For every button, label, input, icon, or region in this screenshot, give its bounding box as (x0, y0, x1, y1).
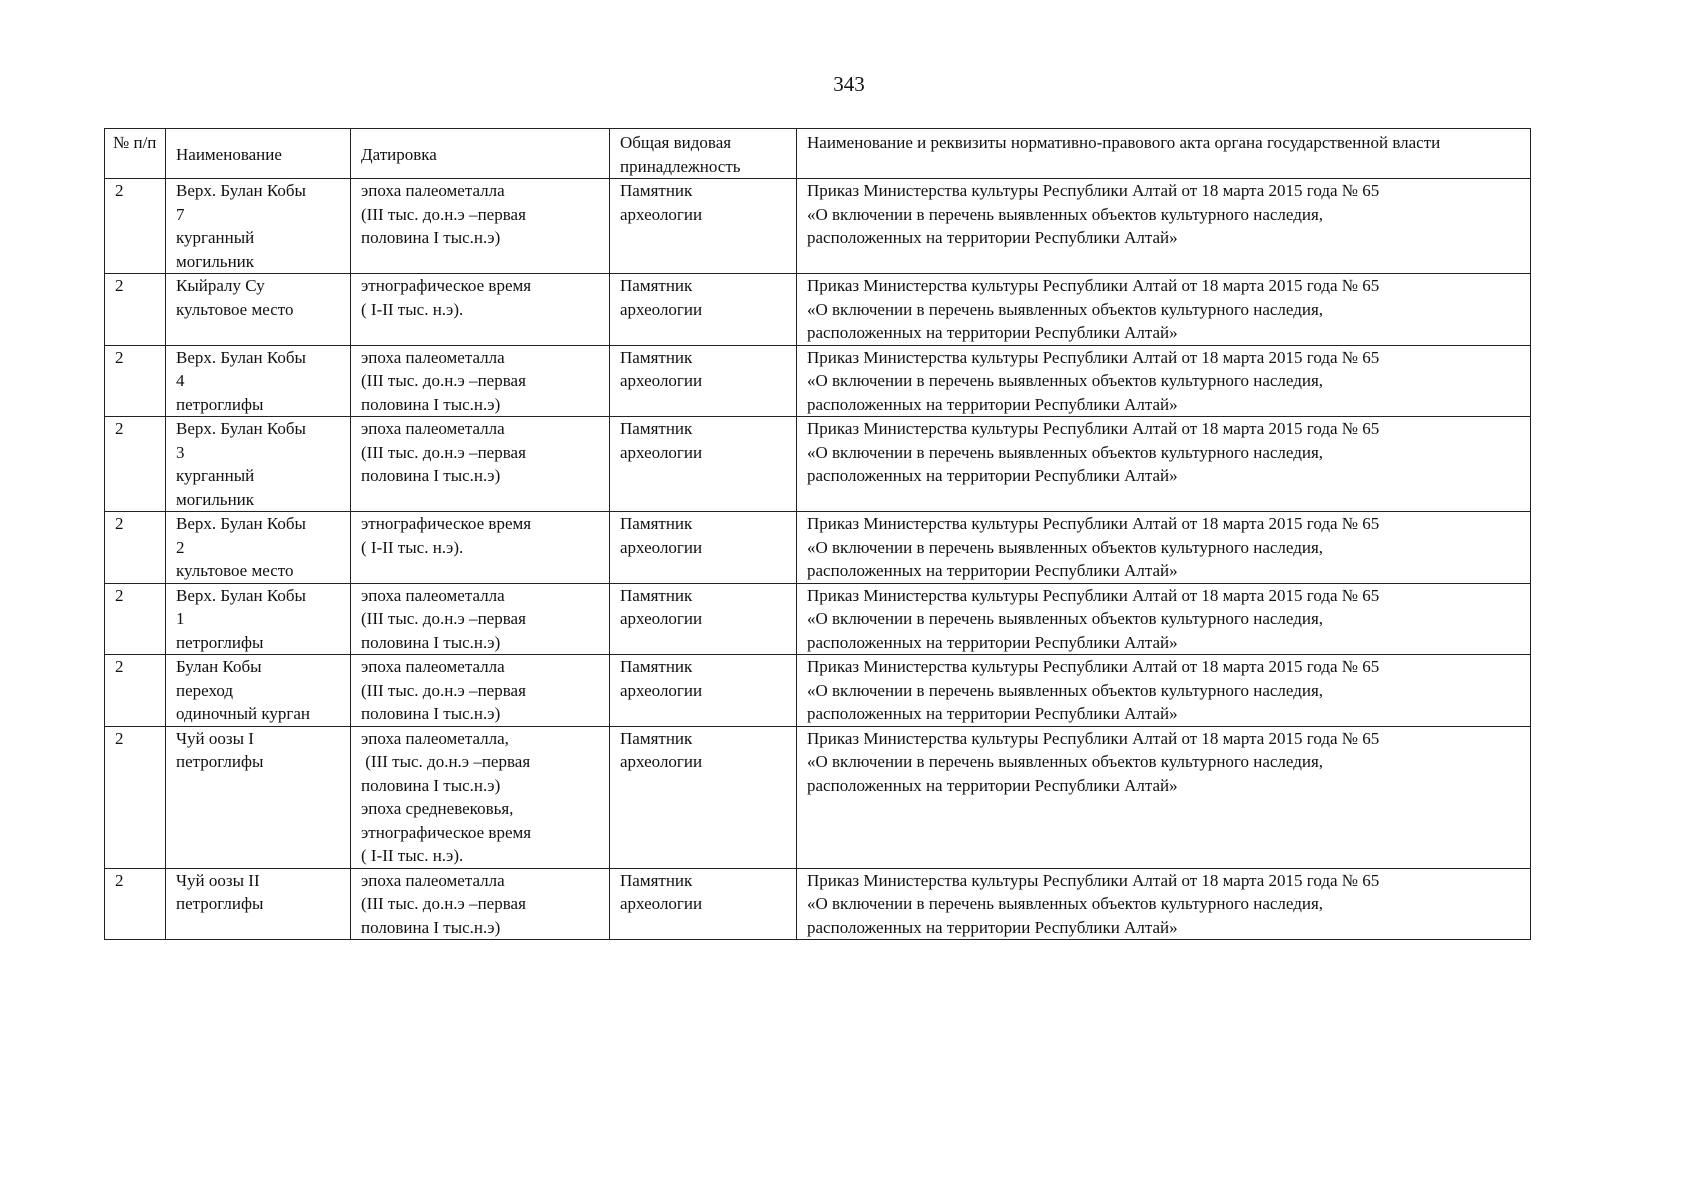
cell-text-line: археологии (620, 537, 703, 557)
cell-text-line: (III тыс. до.н.э –первая (361, 609, 526, 628)
cell-number (105, 583, 166, 655)
cell-text-line: 2 (115, 870, 124, 890)
table-row (105, 179, 1531, 274)
cell-type (610, 345, 797, 417)
cell-dating (351, 512, 610, 584)
cell-text-line: «О включении в перечень выявленных объектов культурного наследия, (807, 537, 1324, 557)
table-body (105, 179, 1531, 940)
cell-text-line: расположенных на территории Республики Алтай» (807, 775, 1178, 795)
cell-text-line: Верх. Булан Кобы (176, 419, 306, 438)
cell-text-line: эпоха палеометалла (361, 657, 505, 676)
table-row (105, 417, 1531, 512)
cell-number (105, 345, 166, 417)
cell-type (610, 726, 797, 868)
cell-name (166, 868, 351, 940)
cell-name (166, 345, 351, 417)
cell-text-line: 2 (115, 514, 124, 533)
cell-text-line: половина I тыс.н.э) (361, 632, 501, 652)
cell-text-line: расположенных на территории Республики Алтай» (807, 466, 1178, 485)
cell-name (166, 583, 351, 655)
cell-text-line: (III тыс. до.н.э –первая (361, 442, 526, 462)
cell-act (797, 726, 1531, 868)
cell-text-line: «О включении в перечень выявленных объектов культурного наследия, (807, 609, 1324, 628)
cell-type (610, 417, 797, 512)
cell-text-line: половина I тыс.н.э) (361, 917, 501, 937)
cell-act (797, 417, 1531, 512)
table-row (105, 583, 1531, 655)
cell-name (166, 512, 351, 584)
cell-name (166, 655, 351, 727)
cell-text-line: эпоха средневековья, (361, 799, 514, 818)
table-row (105, 274, 1531, 346)
table-row (105, 512, 1531, 584)
cell-text-line: курганный (176, 466, 255, 485)
cell-dating (351, 179, 610, 274)
cell-act (797, 868, 1531, 940)
cell-text-line: Приказ Министерства культуры Республики Алтай от 18 марта 2015 года № 65 (807, 276, 1380, 295)
cell-type (610, 274, 797, 346)
cell-text-line: археологии (620, 609, 703, 628)
cell-type (610, 655, 797, 727)
cell-text-line: 2 (115, 728, 124, 748)
cell-text-line: половина I тыс.н.э) (361, 394, 501, 414)
table-row (105, 868, 1531, 940)
table-header-row (105, 129, 1531, 179)
header-dating: Датировка (351, 129, 610, 179)
cell-text-line: «О включении в перечень выявленных объектов культурного наследия, (807, 680, 1324, 700)
cell-text-line: Верх. Булан Кобы (176, 514, 306, 533)
cell-act (797, 179, 1531, 274)
cell-text-line: половина I тыс.н.э) (361, 704, 501, 723)
cell-text-line: (III тыс. до.н.э –первая (361, 371, 526, 390)
cell-text-line: «О включении в перечень выявленных объектов культурного наследия, (807, 371, 1324, 390)
cell-number (105, 274, 166, 346)
cell-text-line: 2 (115, 585, 124, 605)
cell-text-line: петроглифы (176, 752, 264, 771)
cell-number (105, 868, 166, 940)
cell-text-line: 3 (176, 442, 185, 462)
cell-text-line: археологии (620, 204, 703, 224)
cell-text-line: (III тыс. до.н.э –первая (361, 204, 526, 224)
cell-act (797, 345, 1531, 417)
cell-text-line: половина I тыс.н.э) (361, 775, 501, 795)
cell-text-line: ( I-II тыс. н.э). (361, 846, 464, 865)
cell-text-line: Чуй оозы II (176, 870, 260, 890)
cell-text-line: расположенных на территории Республики Алтай» (807, 323, 1178, 342)
cell-text-line: эпоха палеометалла (361, 870, 505, 890)
cell-number (105, 179, 166, 274)
cell-text-line: эпоха палеометалла, (361, 728, 509, 748)
cell-text-line: половина I тыс.н.э) (361, 466, 501, 485)
cell-text-line: археологии (620, 442, 703, 462)
cell-text-line: 2 (176, 537, 185, 557)
cell-text-line: эпоха палеометалла (361, 181, 505, 200)
cell-text-line: культовое место (176, 561, 294, 580)
header-name: Наименование (166, 129, 351, 179)
cell-text-line: расположенных на территории Республики Алтай» (807, 228, 1178, 247)
heritage-objects-table (104, 128, 1531, 940)
cell-text-line: Приказ Министерства культуры Республики Алтай от 18 марта 2015 года № 65 (807, 181, 1380, 200)
cell-type (610, 868, 797, 940)
cell-text-line: петроглифы (176, 394, 264, 414)
cell-text-line: Памятник (620, 347, 693, 367)
cell-name (166, 274, 351, 346)
cell-type (610, 512, 797, 584)
cell-text-line: «О включении в перечень выявленных объектов культурного наследия, (807, 894, 1324, 913)
cell-text-line: Приказ Министерства культуры Республики Алтай от 18 марта 2015 года № 65 (807, 728, 1380, 748)
cell-text-line: одиночный курган (176, 704, 310, 723)
cell-text-line: Приказ Министерства культуры Республики Алтай от 18 марта 2015 года № 65 (807, 347, 1380, 367)
cell-text-line: Приказ Министерства культуры Республики Алтай от 18 марта 2015 года № 65 (807, 419, 1380, 438)
cell-text-line: 2 (115, 347, 124, 367)
cell-name (166, 179, 351, 274)
cell-number (105, 512, 166, 584)
cell-text-line: Чуй оозы I (176, 728, 254, 748)
cell-text-line: 2 (115, 657, 124, 676)
cell-number (105, 417, 166, 512)
cell-text-line: археологии (620, 894, 703, 913)
cell-text-line: Приказ Министерства культуры Республики Алтай от 18 марта 2015 года № 65 (807, 657, 1380, 676)
cell-text-line: «О включении в перечень выявленных объектов культурного наследия, (807, 299, 1324, 319)
cell-text-line: культовое место (176, 299, 294, 319)
cell-text-line: Памятник (620, 657, 693, 676)
cell-name (166, 726, 351, 868)
cell-text-line: 2 (115, 276, 124, 295)
cell-text-line: Памятник (620, 514, 693, 533)
cell-dating (351, 345, 610, 417)
cell-text-line: расположенных на территории Республики Алтай» (807, 704, 1178, 723)
cell-number (105, 726, 166, 868)
cell-text-line: Приказ Министерства культуры Республики Алтай от 18 марта 2015 года № 65 (807, 585, 1380, 605)
cell-text-line: эпоха палеометалла (361, 347, 505, 367)
cell-text-line: «О включении в перечень выявленных объектов культурного наследия, (807, 442, 1324, 462)
cell-dating (351, 274, 610, 346)
cell-text-line: 2 (115, 181, 124, 200)
cell-text-line: Верх. Булан Кобы (176, 181, 306, 200)
cell-type (610, 583, 797, 655)
table-row (105, 345, 1531, 417)
cell-text-line: Верх. Булан Кобы (176, 347, 306, 367)
cell-act (797, 274, 1531, 346)
cell-text-line: Приказ Министерства культуры Республики Алтай от 18 марта 2015 года № 65 (807, 870, 1380, 890)
cell-text-line: Памятник (620, 419, 693, 438)
cell-text-line: курганный (176, 228, 255, 247)
cell-text-line: 4 (176, 371, 185, 390)
header-number: № п/п (105, 129, 166, 179)
cell-text-line: могильник (176, 489, 255, 509)
cell-text-line: «О включении в перечень выявленных объектов культурного наследия, (807, 752, 1324, 771)
cell-text-line: археологии (620, 680, 703, 700)
header-act: Наименование и реквизиты нормативно-правового акта органа государственной власти (797, 129, 1531, 179)
cell-text-line: Памятник (620, 181, 693, 200)
cell-text-line: ( I-II тыс. н.э). (361, 537, 464, 557)
cell-text-line: эпоха палеометалла (361, 585, 505, 605)
cell-text-line: Памятник (620, 728, 693, 748)
cell-text-line: Памятник (620, 870, 693, 890)
cell-text-line: ( I-II тыс. н.э). (361, 299, 464, 319)
cell-text-line: (III тыс. до.н.э –первая (361, 894, 526, 913)
cell-text-line: археологии (620, 371, 703, 390)
cell-text-line: петроглифы (176, 894, 264, 913)
cell-text-line: (III тыс. до.н.э –первая (361, 752, 531, 771)
cell-text-line: расположенных на территории Республики Алтай» (807, 394, 1178, 414)
cell-text-line: половина I тыс.н.э) (361, 228, 501, 247)
cell-text-line: 2 (115, 419, 124, 438)
cell-text-line: Памятник (620, 276, 693, 295)
header-type: Общая видовая принадлежность (610, 129, 797, 179)
cell-text-line: Кыйралу Су (176, 276, 265, 295)
cell-text-line: этнографическое время (361, 514, 532, 533)
cell-dating (351, 583, 610, 655)
cell-dating (351, 417, 610, 512)
cell-text-line: этнографическое время (361, 822, 532, 842)
cell-number (105, 655, 166, 727)
cell-dating (351, 868, 610, 940)
cell-text-line: Верх. Булан Кобы (176, 585, 306, 605)
cell-text-line: петроглифы (176, 632, 264, 652)
cell-text-line: этнографическое время (361, 276, 532, 295)
cell-text-line: 7 (176, 204, 185, 224)
cell-text-line: Приказ Министерства культуры Республики Алтай от 18 марта 2015 года № 65 (807, 514, 1380, 533)
cell-text-line: эпоха палеометалла (361, 419, 505, 438)
cell-act (797, 655, 1531, 727)
cell-text-line: «О включении в перечень выявленных объектов культурного наследия, (807, 204, 1324, 224)
cell-text-line: расположенных на территории Республики Алтай» (807, 917, 1178, 937)
cell-act (797, 583, 1531, 655)
page-number: 343 (833, 72, 865, 96)
cell-text-line: археологии (620, 752, 703, 771)
cell-dating (351, 726, 610, 868)
cell-text-line: (III тыс. до.н.э –первая (361, 680, 526, 700)
cell-name (166, 417, 351, 512)
table-row (105, 655, 1531, 727)
cell-act (797, 512, 1531, 584)
cell-dating (351, 655, 610, 727)
cell-type (610, 179, 797, 274)
cell-text-line: расположенных на территории Республики Алтай» (807, 632, 1178, 652)
table-row (105, 726, 1531, 868)
cell-text-line: Булан Кобы (176, 657, 262, 676)
cell-text-line: расположенных на территории Республики Алтай» (807, 561, 1178, 580)
cell-text-line: Памятник (620, 585, 693, 605)
cell-text-line: 1 (176, 609, 185, 628)
cell-text-line: археологии (620, 299, 703, 319)
cell-text-line: переход (176, 680, 233, 700)
cell-text-line: могильник (176, 251, 255, 271)
